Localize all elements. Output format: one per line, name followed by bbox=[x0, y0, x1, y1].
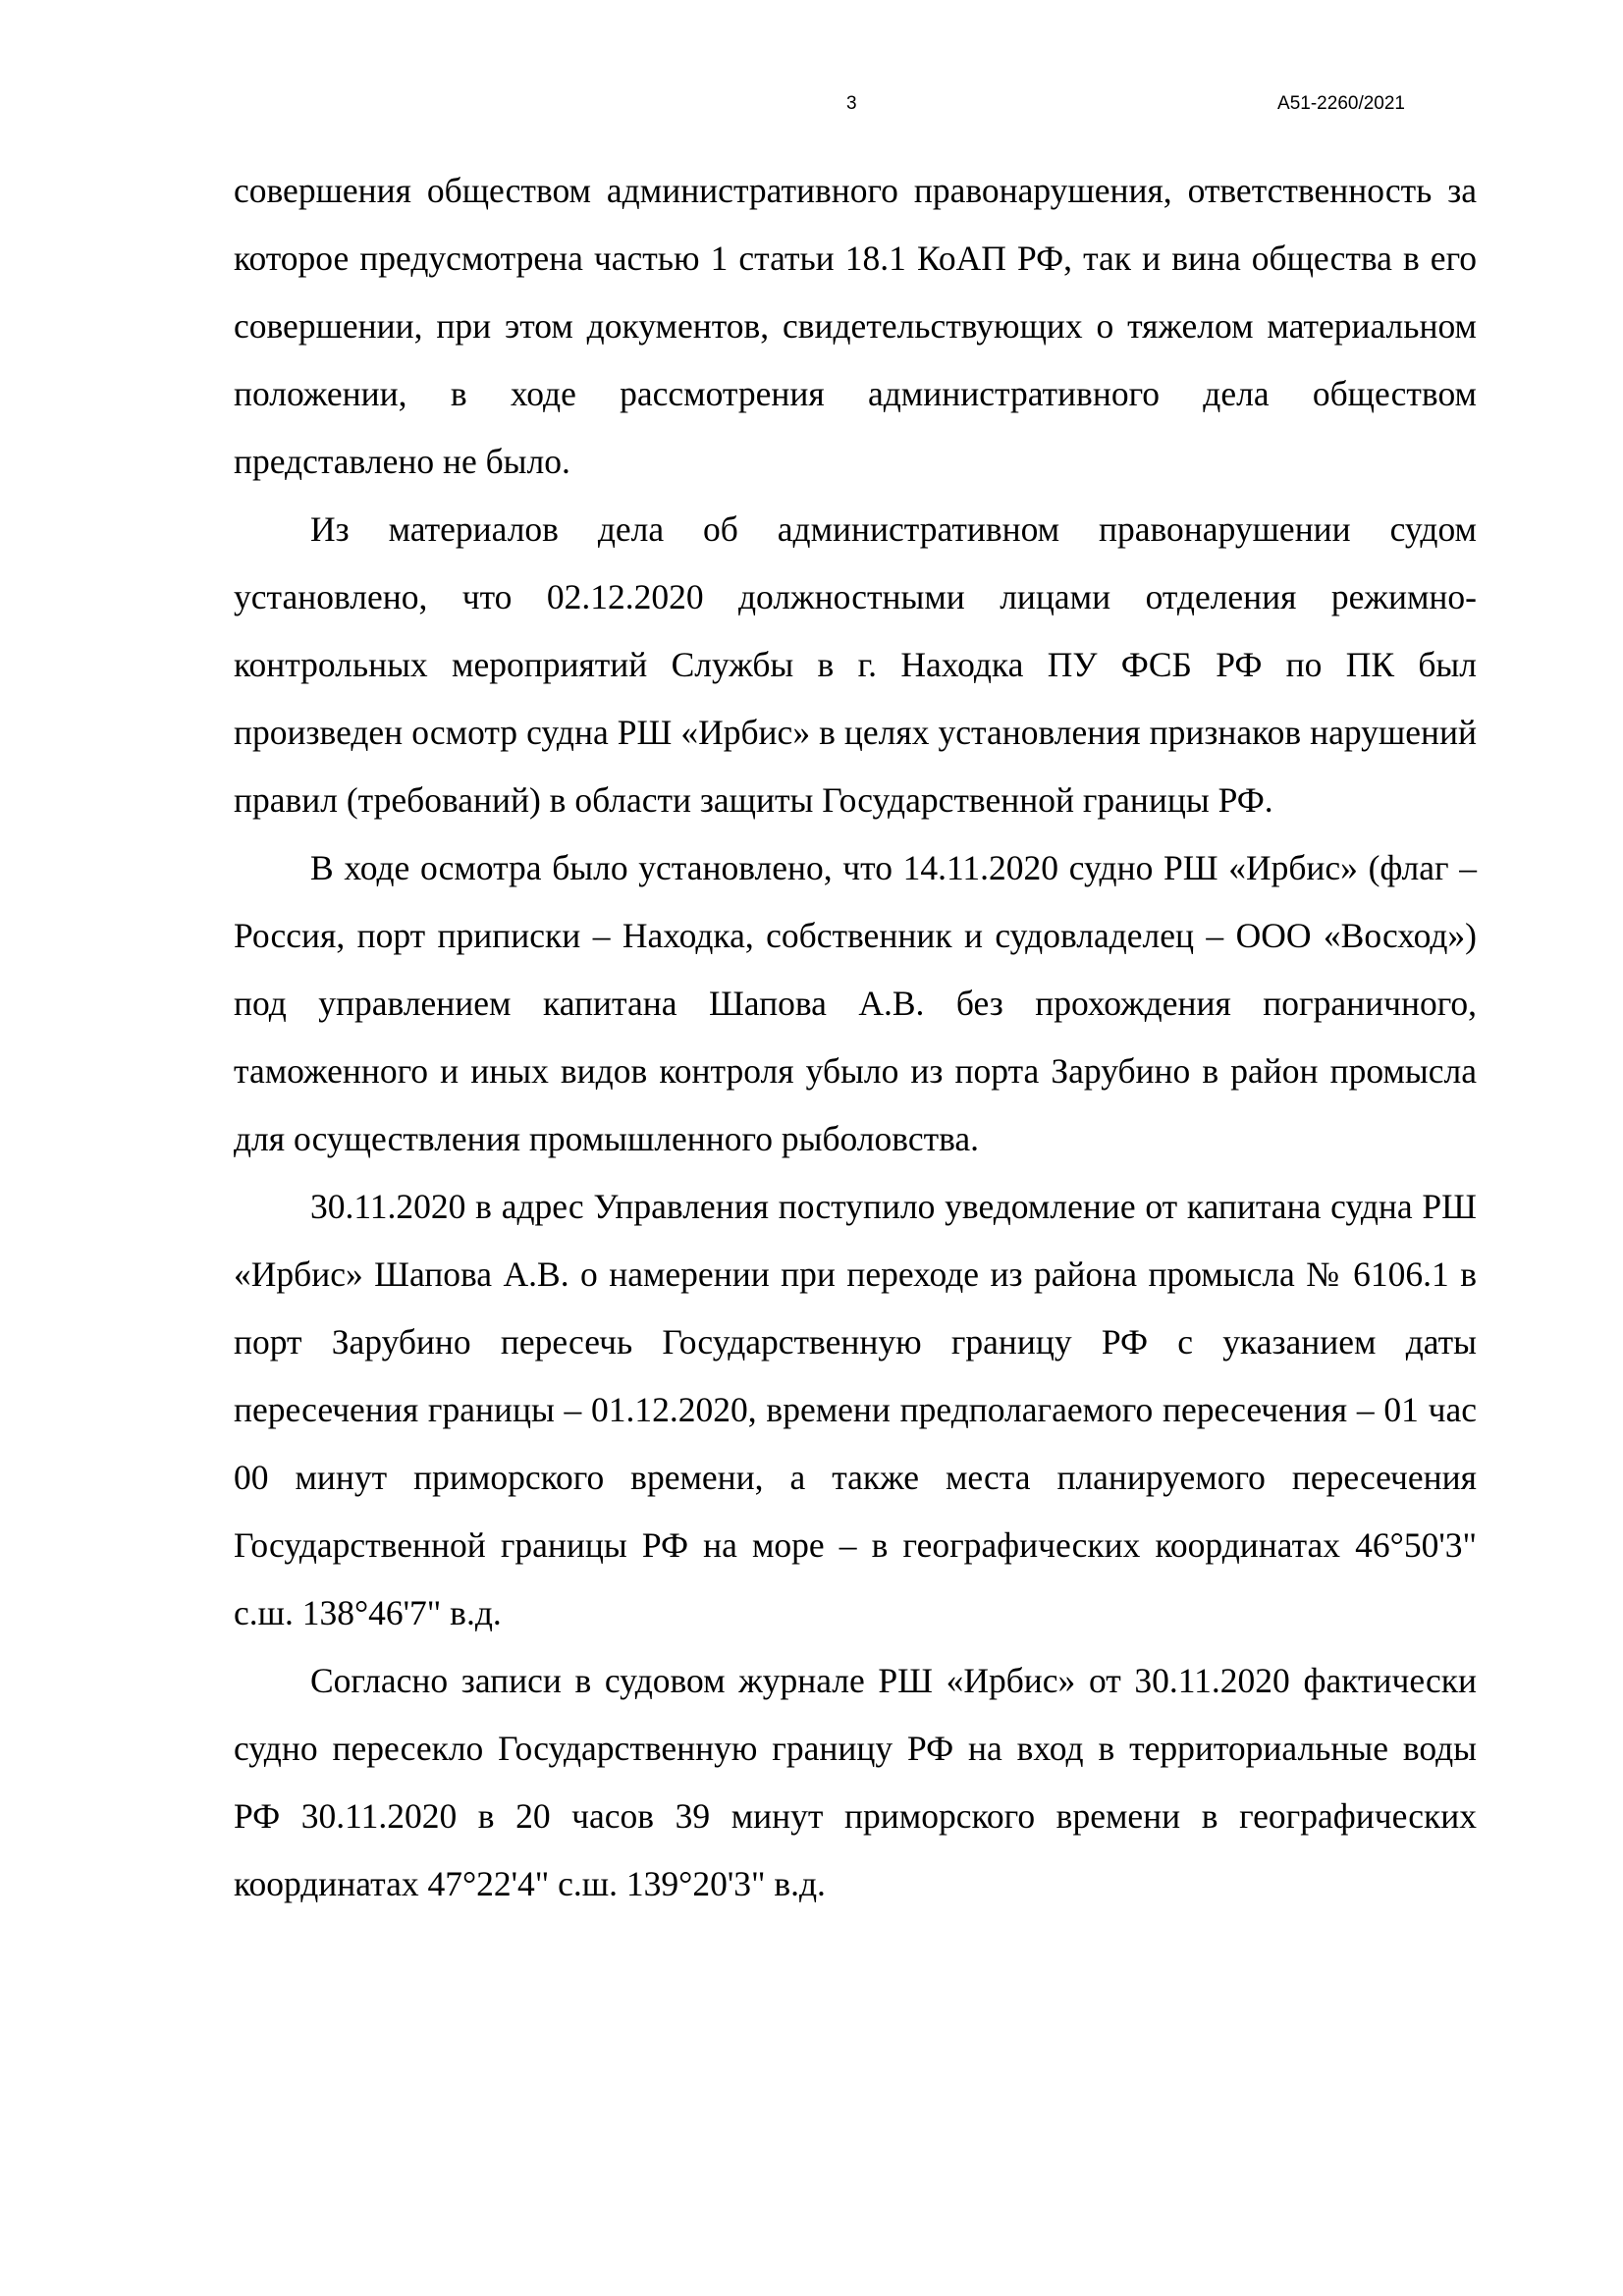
page-number: 3 bbox=[846, 93, 857, 114]
paragraph-logbook: Согласно записи в судовом журнале РШ «Ирбис» от 30.11.2020 фактически судно пересекло Государственную границу РФ на вход в территориальные воды РФ 30.11.2020 в 20 часов 39 минут приморского времени в географических координатах 47°22'4" с.ш. 139°20'3" в.д. bbox=[234, 1661, 1477, 1903]
document-body bbox=[234, 157, 1477, 1918]
paragraph-departure: В ходе осмотра было установлено, что 14.11.2020 судно РШ «Ирбис» (флаг – Россия, порт приписки – Находка, собственник и судовладелец – ООО «Восход») под управлением капитана Шапова А.В. без прохождения пограничного, таможенного и иных видов контроля убыло из порта Зарубино в район промысла для осуществления промышленного рыболовства. bbox=[234, 848, 1477, 1158]
case-number: А51-2260/2021 bbox=[1277, 93, 1405, 114]
paragraph-notification: 30.11.2020 в адрес Управления поступило уведомление от капитана судна РШ «Ирбис» Шапова А.В. о намерении при переходе из района промысла № 6106.1 в порт Зарубино пересечь Государственную границу РФ с указанием даты пересечения границы – 01.12.2020, времени предполагаемого пересечения – 01 час 00 минут приморского времени, а также места планируемого пересечения Государственной границы РФ на море – в географических координатах 46°50'3" с.ш. 138°46'7" в.д. bbox=[234, 1187, 1477, 1632]
paragraph-inspection: Из материалов дела об административном правонарушении судом установлено, что 02.12.2020 должностными лицами отделения режимно-контрольных мероприятий Службы в г. Находка ПУ ФСБ РФ по ПК был произведен осмотр судна РШ «Ирбис» в целях установления признаков нарушений правил (требований) в области защиты Государственной границы РФ. bbox=[234, 509, 1477, 820]
page-header bbox=[0, 93, 1623, 123]
paragraph-continuation: совершения обществом административного правонарушения, ответственность за которое предусмотрена частью 1 статьи 18.1 КоАП РФ, так и вина общества в его совершении, при этом документов, свидетельствующих о тяжелом материальном положении, в ходе рассмотрения административного дела обществом представлено не было. bbox=[234, 171, 1477, 481]
